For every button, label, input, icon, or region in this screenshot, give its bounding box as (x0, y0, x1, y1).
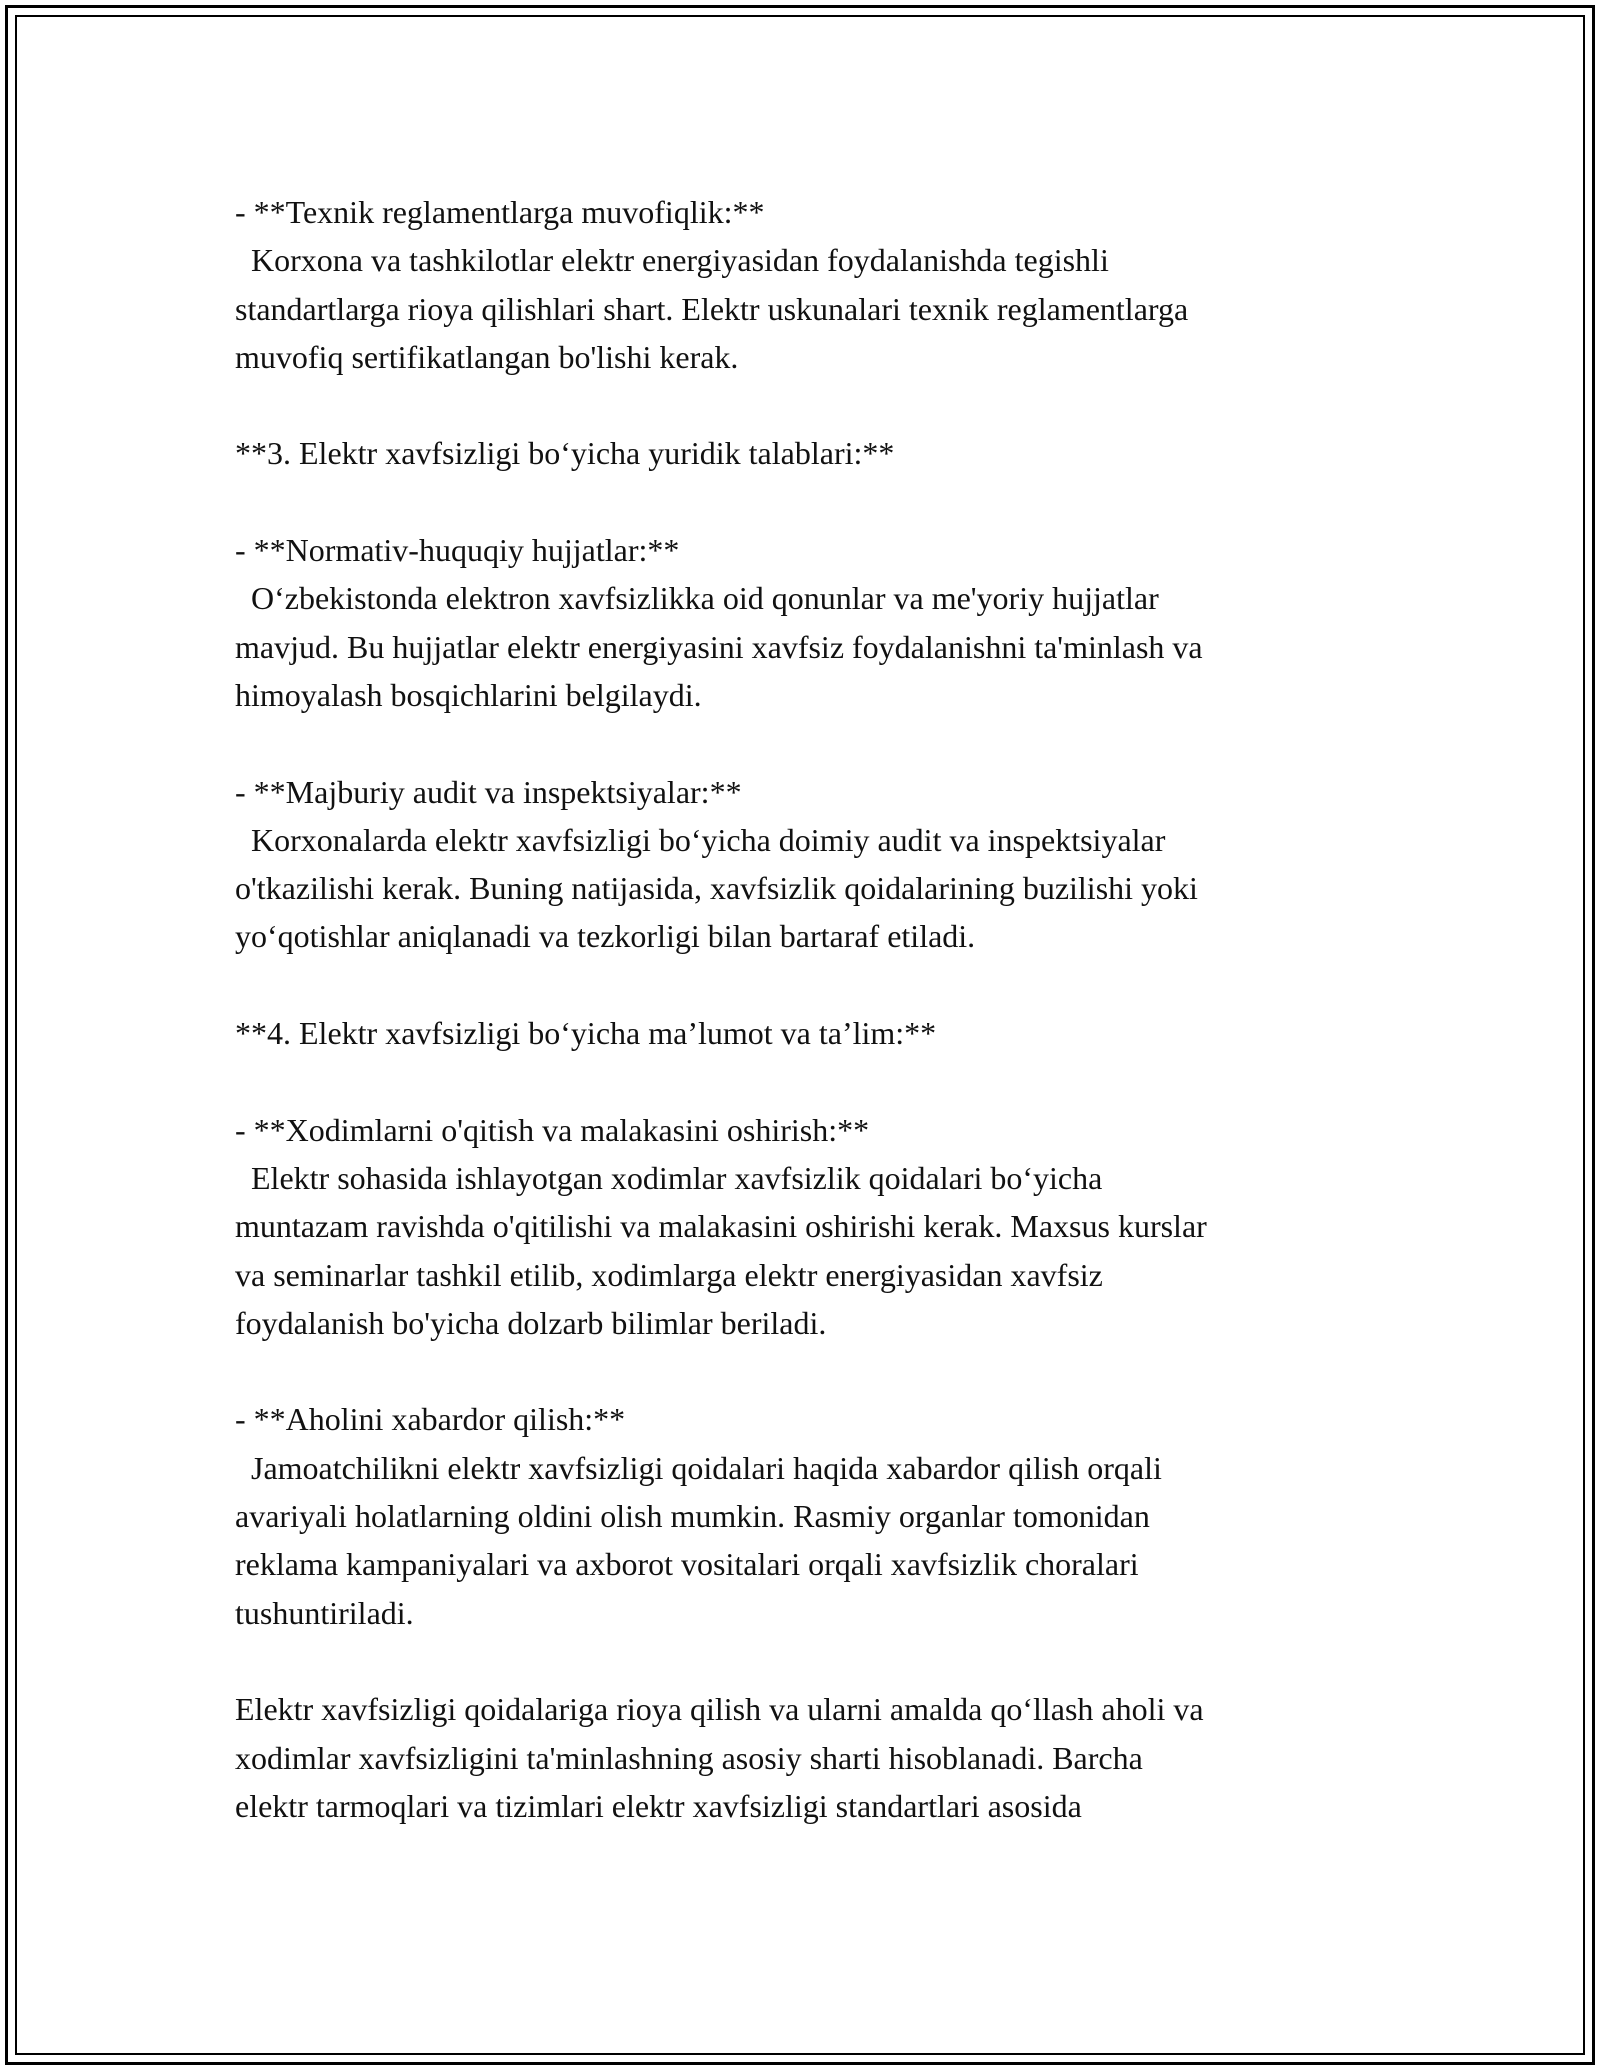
text-line: himoyalash bosqichlarini belgilaydi. (235, 676, 702, 713)
text-line: Jamoatchilikni elektr xavfsizligi qoidalari haqida xabardor qilish orqali (235, 1449, 1162, 1486)
text-line: Elektr xavfsizligi qoidalariga rioya qilish va ularni amalda qo‘llash aholi va (235, 1691, 1204, 1728)
text-line: O‘zbekistonda elektron xavfsizlikka oid qonunlar va me'yoriy hujjatlar (235, 580, 1159, 617)
document-body (235, 188, 1365, 1878)
text-line: muvofiq sertifikatlangan bo'lishi kerak. (235, 338, 739, 375)
text-line: foydalanish bo'yicha dolzarb bilimlar beriladi. (235, 1304, 827, 1341)
text-line: - **Texnik reglamentlarga muvofiqlik:** (235, 194, 765, 230)
text-line: xodimlar xavfsizligini ta'minlashning asosiy sharti hisoblanadi. Barcha (235, 1739, 1143, 1776)
text-line: muntazam ravishda o'qitilishi va malakasini oshirishi kerak. Maxsus kurslar (235, 1208, 1207, 1245)
paragraph-mandatory-audit (235, 768, 1365, 961)
section-heading-4 (235, 1009, 1365, 1057)
text-line: o'tkazilishi kerak. Buning natijasida, xavfsizlik qoidalarining buzilishi yoki (235, 870, 1198, 907)
text-line: - **Majburiy audit va inspektsiyalar:** (235, 773, 742, 810)
text-line: reklama kampaniyalari va axborot vositalari orqali xavfsizlik choralari (235, 1546, 1139, 1583)
text-line: standartlarga rioya qilishlari shart. Elektr uskunalari texnik reglamentlarga (235, 290, 1189, 327)
text-line: Elektr sohasida ishlayotgan xodimlar xavfsizlik qoidalari bo‘yicha (235, 1159, 1103, 1196)
text-line: Korxona va tashkilotlar elektr energiyasidan foydalanishda tegishli (235, 242, 1109, 279)
text-line: Korxonalarda elektr xavfsizligi bo‘yicha doimiy audit va inspektsiyalar (235, 821, 1166, 858)
text-line: - **Normativ-huquqiy hujjatlar:** (235, 532, 680, 569)
paragraph-public-awareness (235, 1395, 1365, 1636)
text-line: - **Xodimlarni o'qitish va malakasini oshirish:** (235, 1111, 870, 1148)
heading-line: **3. Elektr xavfsizligi bo‘yicha yuridik talablari:** (235, 435, 895, 472)
heading-line: **4. Elektr xavfsizligi bo‘yicha ma’lumot va ta’lim:** (235, 1015, 937, 1052)
text-line: - **Aholini xabardor qilish:** (235, 1401, 626, 1438)
paragraph-technical-regulations (235, 188, 1365, 381)
paragraph-staff-training (235, 1106, 1365, 1347)
section-heading-3 (235, 429, 1365, 477)
paragraph-conclusion (235, 1685, 1365, 1830)
text-line: avariyali holatlarning oldini olish mumkin. Rasmiy organlar tomonidan (235, 1498, 1150, 1535)
text-line: va seminarlar tashkil etilib, xodimlarga elektr energiyasidan xavfsiz (235, 1256, 1103, 1293)
paragraph-normative-documents (235, 526, 1365, 719)
text-line: elektr tarmoqlari va tizimlari elektr xavfsizligi standartlari asosida (235, 1787, 1082, 1824)
text-line: yo‘qotishlar aniqlanadi va tezkorligi bilan bartaraf etiladi. (235, 918, 976, 955)
text-line: mavjud. Bu hujjatlar elektr energiyasini xavfsiz foydalanishni ta'minlash va (235, 628, 1203, 665)
text-line: tushuntiriladi. (235, 1594, 414, 1631)
